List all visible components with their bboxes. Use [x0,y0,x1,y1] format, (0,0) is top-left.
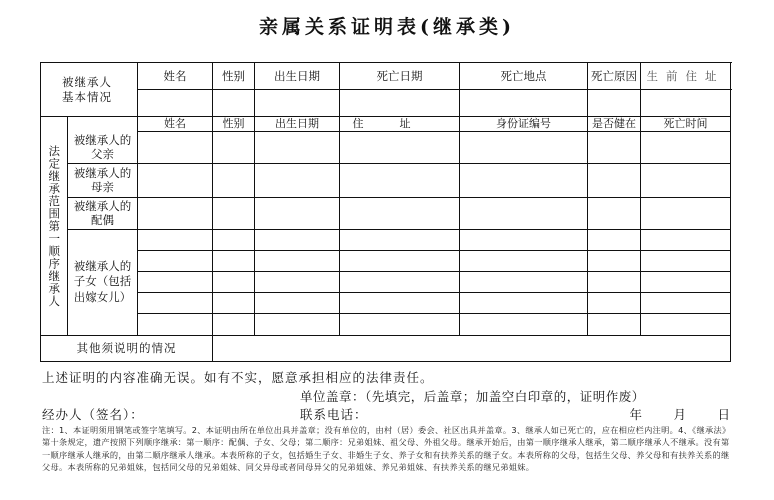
child-birth-field[interactable] [255,292,340,313]
mother-address-field[interactable] [340,163,460,197]
form-title: 亲属关系证明表(继承类) [259,16,515,38]
child-name-field[interactable] [138,229,213,250]
contact-phone-label: 联系电话： [300,407,368,422]
decedent-death-cause-header: 死亡原因 [588,63,641,90]
other-notes-label: 其他须说明的情况 [41,335,213,361]
mother-name-field[interactable] [138,163,213,197]
heir-row-mother [41,163,731,197]
child-gender-field[interactable] [213,271,255,292]
child-alive-field[interactable] [588,292,641,313]
mother-alive-field[interactable] [588,163,641,197]
child-death-time-field[interactable] [641,250,731,271]
spouse-death-time-field[interactable] [641,197,731,229]
decedent-section-label: 被继承人基本情况 [41,63,138,117]
heir-death-time-header: 死亡时间 [641,117,731,132]
date-fields [602,405,730,423]
mother-birth-field[interactable] [255,163,340,197]
relation-mother: 被继承人的母亲 [68,163,138,197]
spouse-address-field[interactable] [340,197,460,229]
child-birth-field[interactable] [255,229,340,250]
decedent-birth-field[interactable] [255,90,340,117]
decedent-birth-header: 出生日期 [255,63,340,90]
child-death-time-field[interactable] [641,292,731,313]
decedent-death-place-header: 死亡地点 [460,63,588,90]
spouse-id-field[interactable] [460,197,588,229]
mother-gender-field[interactable] [213,163,255,197]
heir-address-header: 住址 [340,117,460,132]
father-gender-field[interactable] [213,131,255,163]
kinship-form-table [40,62,731,362]
heir-row-child [41,250,731,271]
child-gender-field[interactable] [213,313,255,335]
father-birth-field[interactable] [255,131,340,163]
child-name-field[interactable] [138,250,213,271]
spouse-name-field[interactable] [138,197,213,229]
heir-id-header: 身份证编号 [460,117,588,132]
unit-seal-label: 单位盖章：（先填完，后盖章；加盖空白印章的，证明作废） [300,389,645,404]
child-birth-field[interactable] [255,250,340,271]
child-id-field[interactable] [460,229,588,250]
father-death-time-field[interactable] [641,131,731,163]
heirs-section-label: 法定继承范围第一顺序继承人 [41,117,68,336]
heir-row-child [41,292,731,313]
child-alive-field[interactable] [588,250,641,271]
decedent-name-header: 姓名 [138,63,213,90]
child-name-field[interactable] [138,271,213,292]
father-address-field[interactable] [340,131,460,163]
child-death-time-field[interactable] [641,229,731,250]
child-death-time-field[interactable] [641,313,731,335]
decedent-residence-field[interactable] [641,90,731,117]
child-gender-field[interactable] [213,292,255,313]
spouse-birth-field[interactable] [255,197,340,229]
decedent-gender-field[interactable] [213,90,255,117]
father-id-field[interactable] [460,131,588,163]
relation-spouse: 被继承人的配偶 [68,197,138,229]
child-address-field[interactable] [340,250,460,271]
heir-row-father [41,131,731,163]
child-alive-field[interactable] [588,271,641,292]
statement-text: 上述证明的内容准确无误。如有不实，愿意承担相应的法律责任。 [42,370,434,385]
mother-id-field[interactable] [460,163,588,197]
decedent-death-date-header: 死亡日期 [340,63,460,90]
decedent-header-row [41,63,731,90]
child-birth-field[interactable] [255,313,340,335]
father-name-field[interactable] [138,131,213,163]
date-day-label: 日 [717,407,730,422]
child-name-field[interactable] [138,292,213,313]
child-id-field[interactable] [460,250,588,271]
agent-signature-label: 经办人（签名）： [42,407,144,422]
heir-gender-header: 性别 [213,117,255,132]
relation-children: 被继承人的子女（包括出嫁女儿） [68,229,138,335]
heir-alive-header: 是否健在 [588,117,641,132]
mother-death-time-field[interactable] [641,163,731,197]
other-notes-field[interactable] [213,335,731,361]
decedent-death-date-field[interactable] [340,90,460,117]
decedent-death-cause-field[interactable] [588,90,641,117]
child-address-field[interactable] [340,229,460,250]
decedent-gender-header: 性别 [213,63,255,90]
footnotes [42,424,734,474]
decedent-name-field[interactable] [138,90,213,117]
decedent-input-row [41,90,731,117]
spouse-alive-field[interactable] [588,197,641,229]
heir-row-child [41,271,731,292]
child-address-field[interactable] [340,271,460,292]
child-id-field[interactable] [460,313,588,335]
decedent-residence-header: 生前住址 [641,63,731,90]
heirs-header-row [41,117,731,132]
child-id-field[interactable] [460,292,588,313]
child-address-field[interactable] [340,292,460,313]
child-name-field[interactable] [138,313,213,335]
child-death-time-field[interactable] [641,271,731,292]
footnotes-text: 注：1、本证明须用钢笔或签字笔填写。2、本证明由所在单位出具并盖章；没有单位的，由村（居）委会、社区出具并盖章。3、继承人如已死亡的，应在相应栏内注明。4、《继承法》第十条规定，遗产按照下列顺序继承：第一顺序：配偶、子女、父母；第二顺序：兄弟姐妹、祖父母、外祖父母。继承开始后，由第一顺序继承人继承，第二顺序继承人不继承。没有第一顺序继承人继承的，由第二顺序继承人继承。本表所称的子女，包括婚生子女、非婚生子女、养子女和有扶养关系的继子女。本表所称的父母，包括生父母、养父母和有扶养关系的继父母。本表所称的兄弟姐妹，包括同父母的兄弟姐妹、同父异母或者同母异父的兄弟姐妹、养兄弟姐妹、有扶养关系的继兄弟姐妹。 [42,425,731,473]
child-address-field[interactable] [340,313,460,335]
date-year-label: 年 [629,407,642,422]
heir-row-spouse [41,197,731,229]
heir-row-child [41,313,731,335]
heir-name-header: 姓名 [138,117,213,132]
other-notes-row [41,335,731,361]
child-gender-field[interactable] [213,229,255,250]
father-alive-field[interactable] [588,131,641,163]
spouse-gender-field[interactable] [213,197,255,229]
child-alive-field[interactable] [588,313,641,335]
heir-birth-header: 出生日期 [255,117,340,132]
child-alive-field[interactable] [588,229,641,250]
child-id-field[interactable] [460,271,588,292]
child-birth-field[interactable] [255,271,340,292]
decedent-death-place-field[interactable] [460,90,588,117]
relation-father: 被继承人的父亲 [68,131,138,163]
child-gender-field[interactable] [213,250,255,271]
heir-row-child [41,229,731,250]
date-month-label: 月 [673,407,686,422]
